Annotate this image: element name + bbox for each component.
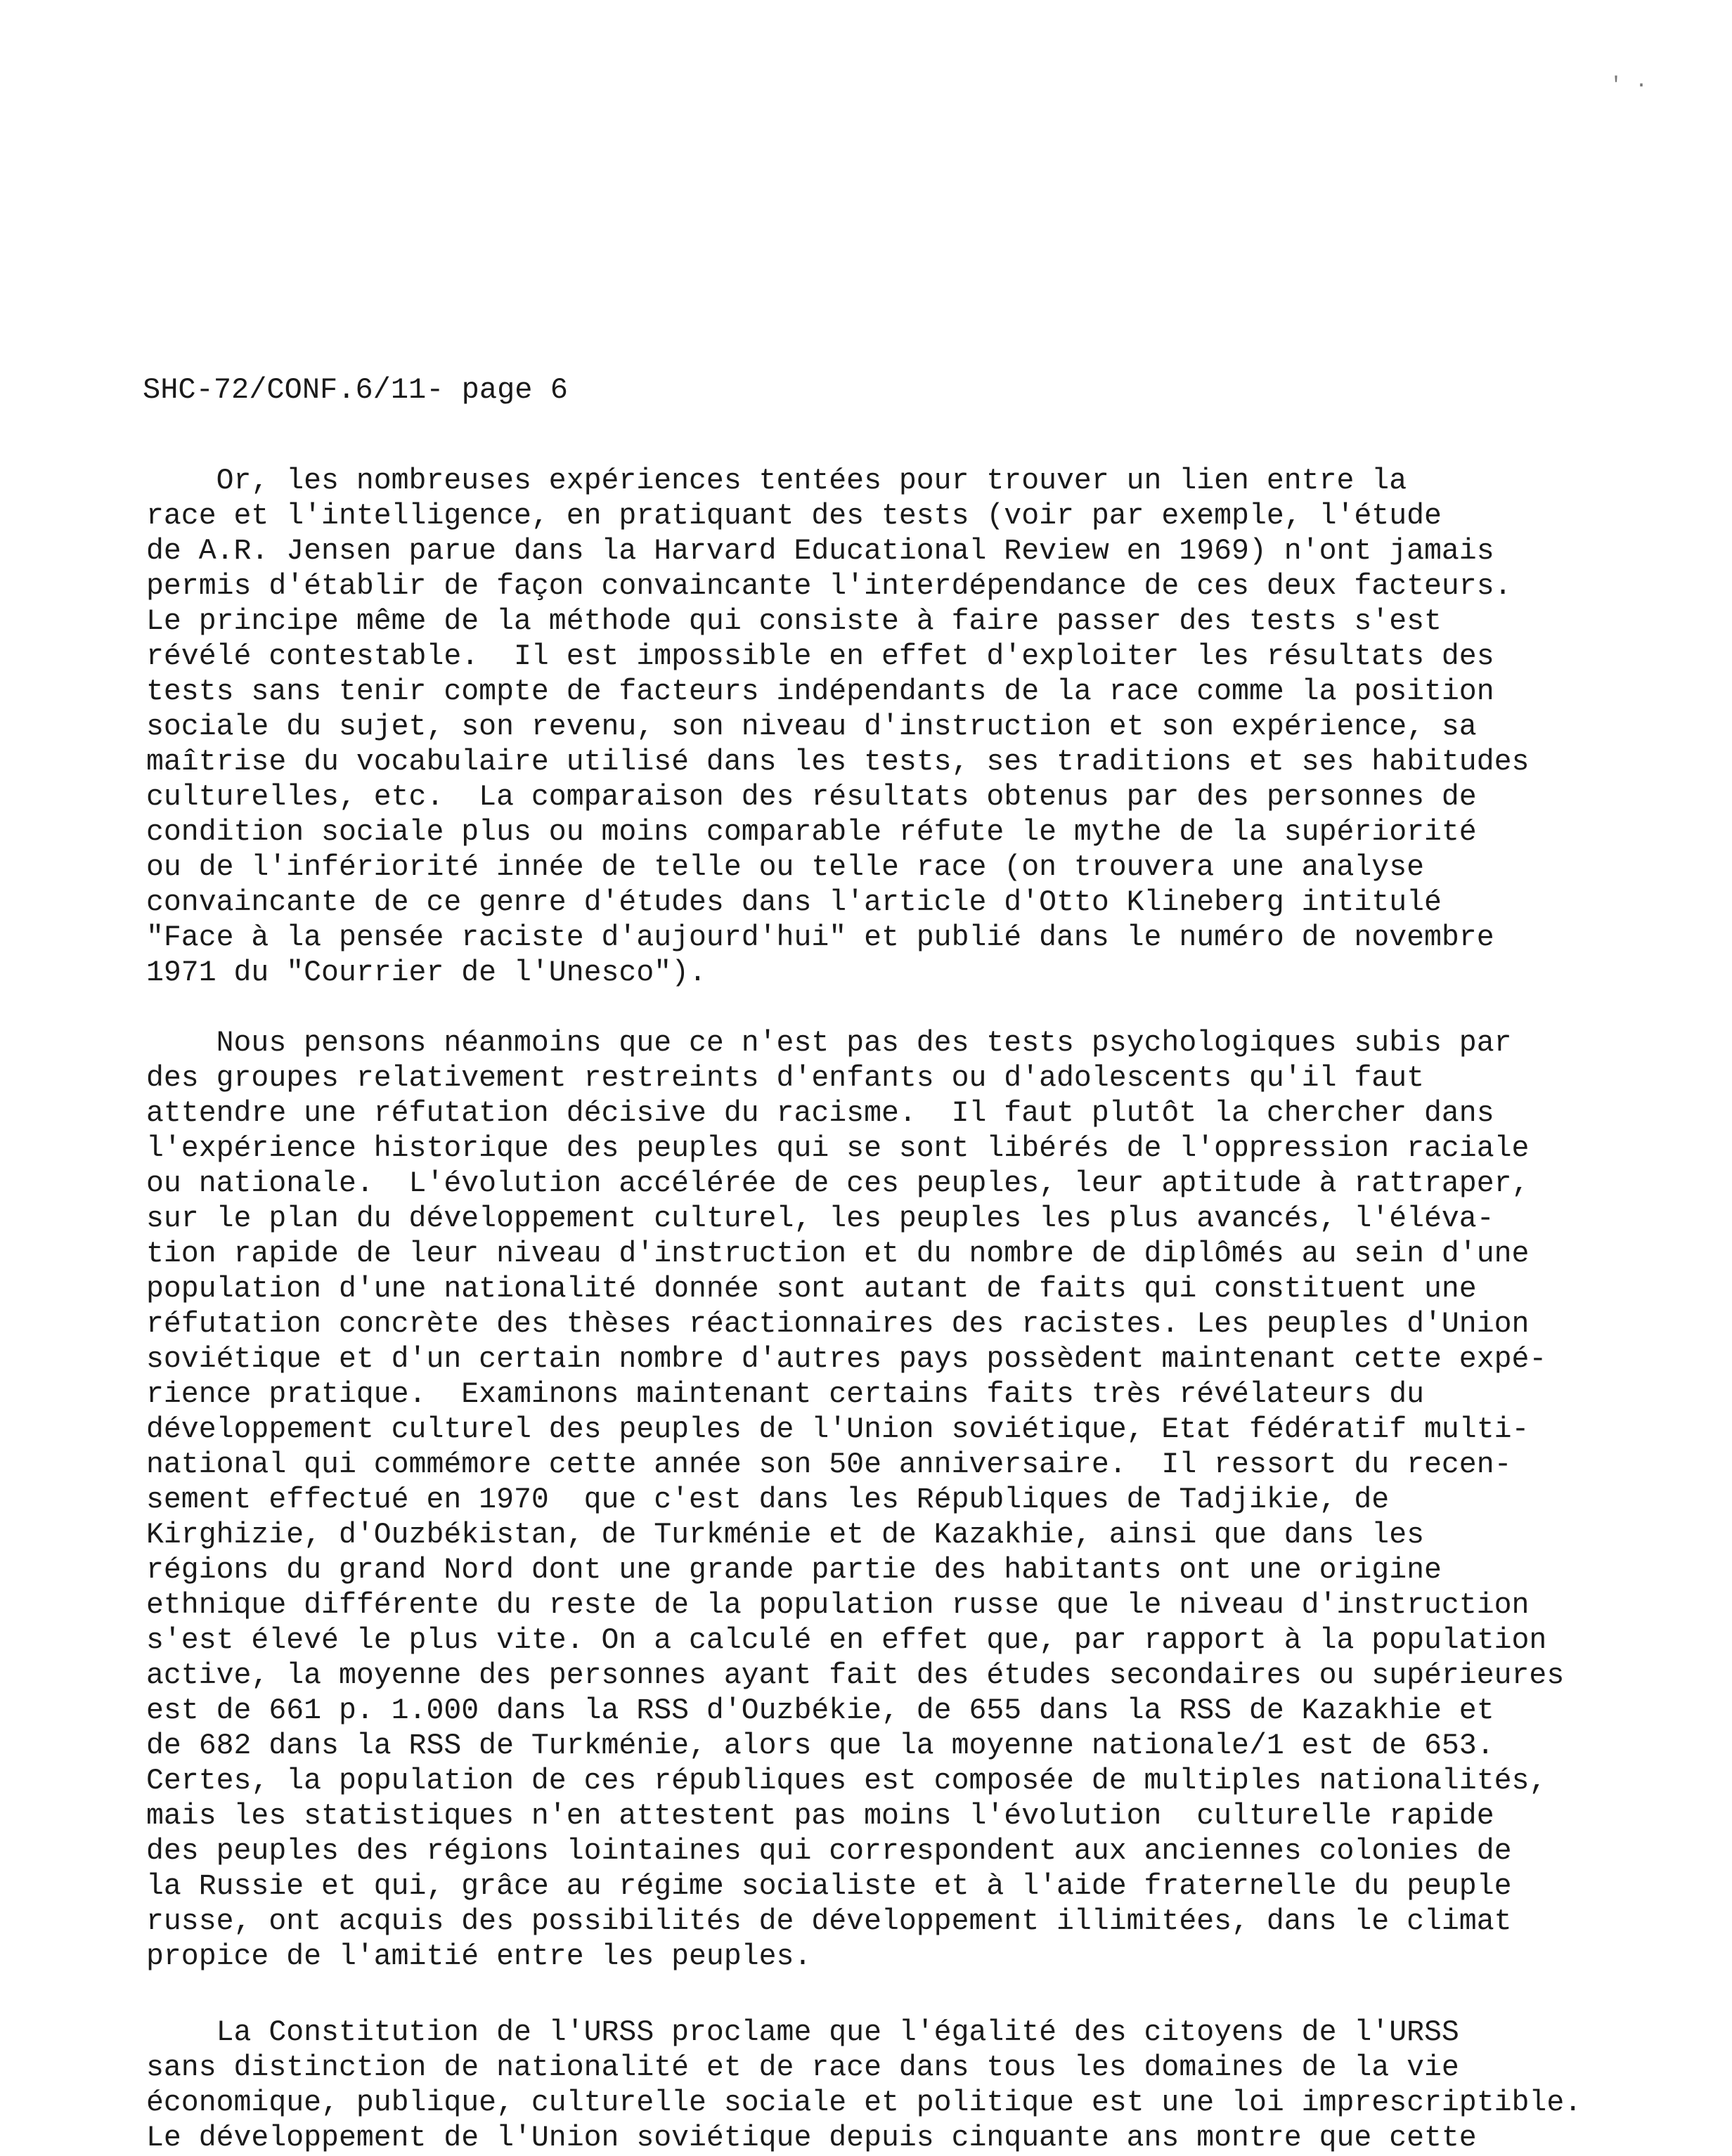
text-line: réfutation concrète des thèses réactionnaires des racistes. Les peuples d'Union	[146, 1308, 1530, 1341]
text-line: des peuples des régions lointaines qui correspondent aux anciennes colonies de	[146, 1835, 1512, 1868]
text-line: La Constitution de l'URSS proclame que l'égalité des citoyens de l'URSS	[146, 2016, 1459, 2049]
text-line: "Face à la pensée raciste d'aujourd'hui" et publié dans le numéro de novembre	[146, 921, 1494, 954]
text-line: mais les statistiques n'en attestent pas moins l'évolution culturelle rapide	[146, 1800, 1494, 1833]
text-line: rience pratique. Examinons maintenant certains faits très révélateurs du	[146, 1378, 1424, 1411]
text-line: tests sans tenir compte de facteurs indépendants de la race comme la position	[146, 675, 1494, 708]
text-line: convaincante de ce genre d'études dans l'article d'Otto Klineberg intitulé	[146, 886, 1442, 919]
text-line: active, la moyenne des personnes ayant fait des études secondaires ou supérieures	[146, 1659, 1565, 1692]
text-line: régions du grand Nord dont une grande partie des habitants ont une origine	[146, 1554, 1442, 1587]
text-line: soviétique et d'un certain nombre d'autres pays possèdent maintenant cette expé-	[146, 1343, 1547, 1376]
text-line: population d'une nationalité donnée sont autant de faits qui constituent une	[146, 1273, 1477, 1306]
text-line: maîtrise du vocabulaire utilisé dans les tests, ses traditions et ses habitudes	[146, 746, 1530, 779]
text-line: ou de l'infériorité innée de telle ou telle race (on trouvera une analyse	[146, 851, 1424, 884]
text-line: russe, ont acquis des possibilités de développement illimitées, dans le climat	[146, 1905, 1512, 1938]
paragraph-1	[146, 464, 1529, 991]
text-line: sur le plan du développement culturel, les peuples les plus avancés, l'éléva-	[146, 1202, 1494, 1235]
text-line: des groupes relativement restreints d'enfants ou d'adolescents qu'il faut	[146, 1062, 1424, 1095]
text-line: économique, publique, culturelle sociale et politique est une loi imprescriptible.	[146, 2086, 1582, 2119]
text-line: Kirghizie, d'Ouzbékistan, de Turkménie et de Kazakhie, ainsi que dans les	[146, 1519, 1424, 1552]
text-line: la Russie et qui, grâce au régime socialiste et à l'aide fraternelle du peuple	[146, 1870, 1512, 1903]
text-line: national qui commémore cette année son 50e anniversaire. Il ressort du recen-	[146, 1448, 1512, 1481]
paragraph-2	[146, 1026, 1564, 1975]
text-line: révélé contestable. Il est impossible en effet d'exploiter les résultats des	[146, 640, 1494, 673]
text-line: permis d'établir de façon convaincante l'interdépendance de ces deux facteurs.	[146, 570, 1512, 603]
text-line: Certes, la population de ces républiques est composée de multiples nationalités,	[146, 1765, 1547, 1798]
text-line: condition sociale plus ou moins comparable réfute le mythe de la supériorité	[146, 816, 1477, 849]
text-line: ou nationale. L'évolution accélérée de ces peuples, leur aptitude à rattraper,	[146, 1167, 1530, 1200]
text-line: est de 661 p. 1.000 dans la RSS d'Ouzbékie, de 655 dans la RSS de Kazakhie et	[146, 1694, 1494, 1727]
paragraph-3	[146, 2015, 1582, 2156]
text-line: 1971 du "Courrier de l'Unesco").	[146, 956, 706, 989]
text-line: Or, les nombreuses expériences tentées pour trouver un lien entre la	[146, 465, 1407, 498]
document-reference: SHC-72/CONF.6/11- page 6	[143, 373, 568, 407]
text-line: race et l'intelligence, en pratiquant des tests (voir par exemple, l'étude	[146, 500, 1442, 533]
text-line: Nous pensons néanmoins que ce n'est pas des tests psychologiques subis par	[146, 1027, 1512, 1060]
text-line: sans distinction de nationalité et de race dans tous les domaines de la vie	[146, 2051, 1459, 2084]
text-line: sociale du sujet, son revenu, son niveau d'instruction et son expérience, sa	[146, 710, 1477, 743]
text-line: de 682 dans la RSS de Turkménie, alors que la moyenne nationale/1 est de 653.	[146, 1729, 1494, 1762]
corner-mark: ' ·	[1610, 74, 1648, 98]
text-line: Le développement de l'Union soviétique depuis cinquante ans montre que cette	[146, 2122, 1477, 2155]
text-line: tion rapide de leur niveau d'instruction et du nombre de diplômés au sein d'une	[146, 1238, 1530, 1271]
text-line: Le principe même de la méthode qui consiste à faire passer des tests s'est	[146, 605, 1442, 638]
text-line: s'est élevé le plus vite. On a calculé en effet que, par rapport à la population	[146, 1624, 1547, 1657]
text-line: ethnique différente du reste de la population russe que le niveau d'instruction	[146, 1589, 1530, 1622]
text-line: l'expérience historique des peuples qui se sont libérés de l'oppression raciale	[146, 1132, 1530, 1165]
text-line: sement effectué en 1970 que c'est dans les Républiques de Tadjikie, de	[146, 1483, 1390, 1517]
text-line: propice de l'amitié entre les peuples.	[146, 1940, 812, 1973]
text-line: développement culturel des peuples de l'Union soviétique, Etat fédératif multi-	[146, 1413, 1530, 1446]
text-line: culturelles, etc. La comparaison des résultats obtenus par des personnes de	[146, 781, 1477, 814]
text-line: attendre une réfutation décisive du racisme. Il faut plutôt la chercher dans	[146, 1097, 1494, 1130]
text-line: de A.R. Jensen parue dans la Harvard Educational Review en 1969) n'ont jamais	[146, 535, 1494, 568]
